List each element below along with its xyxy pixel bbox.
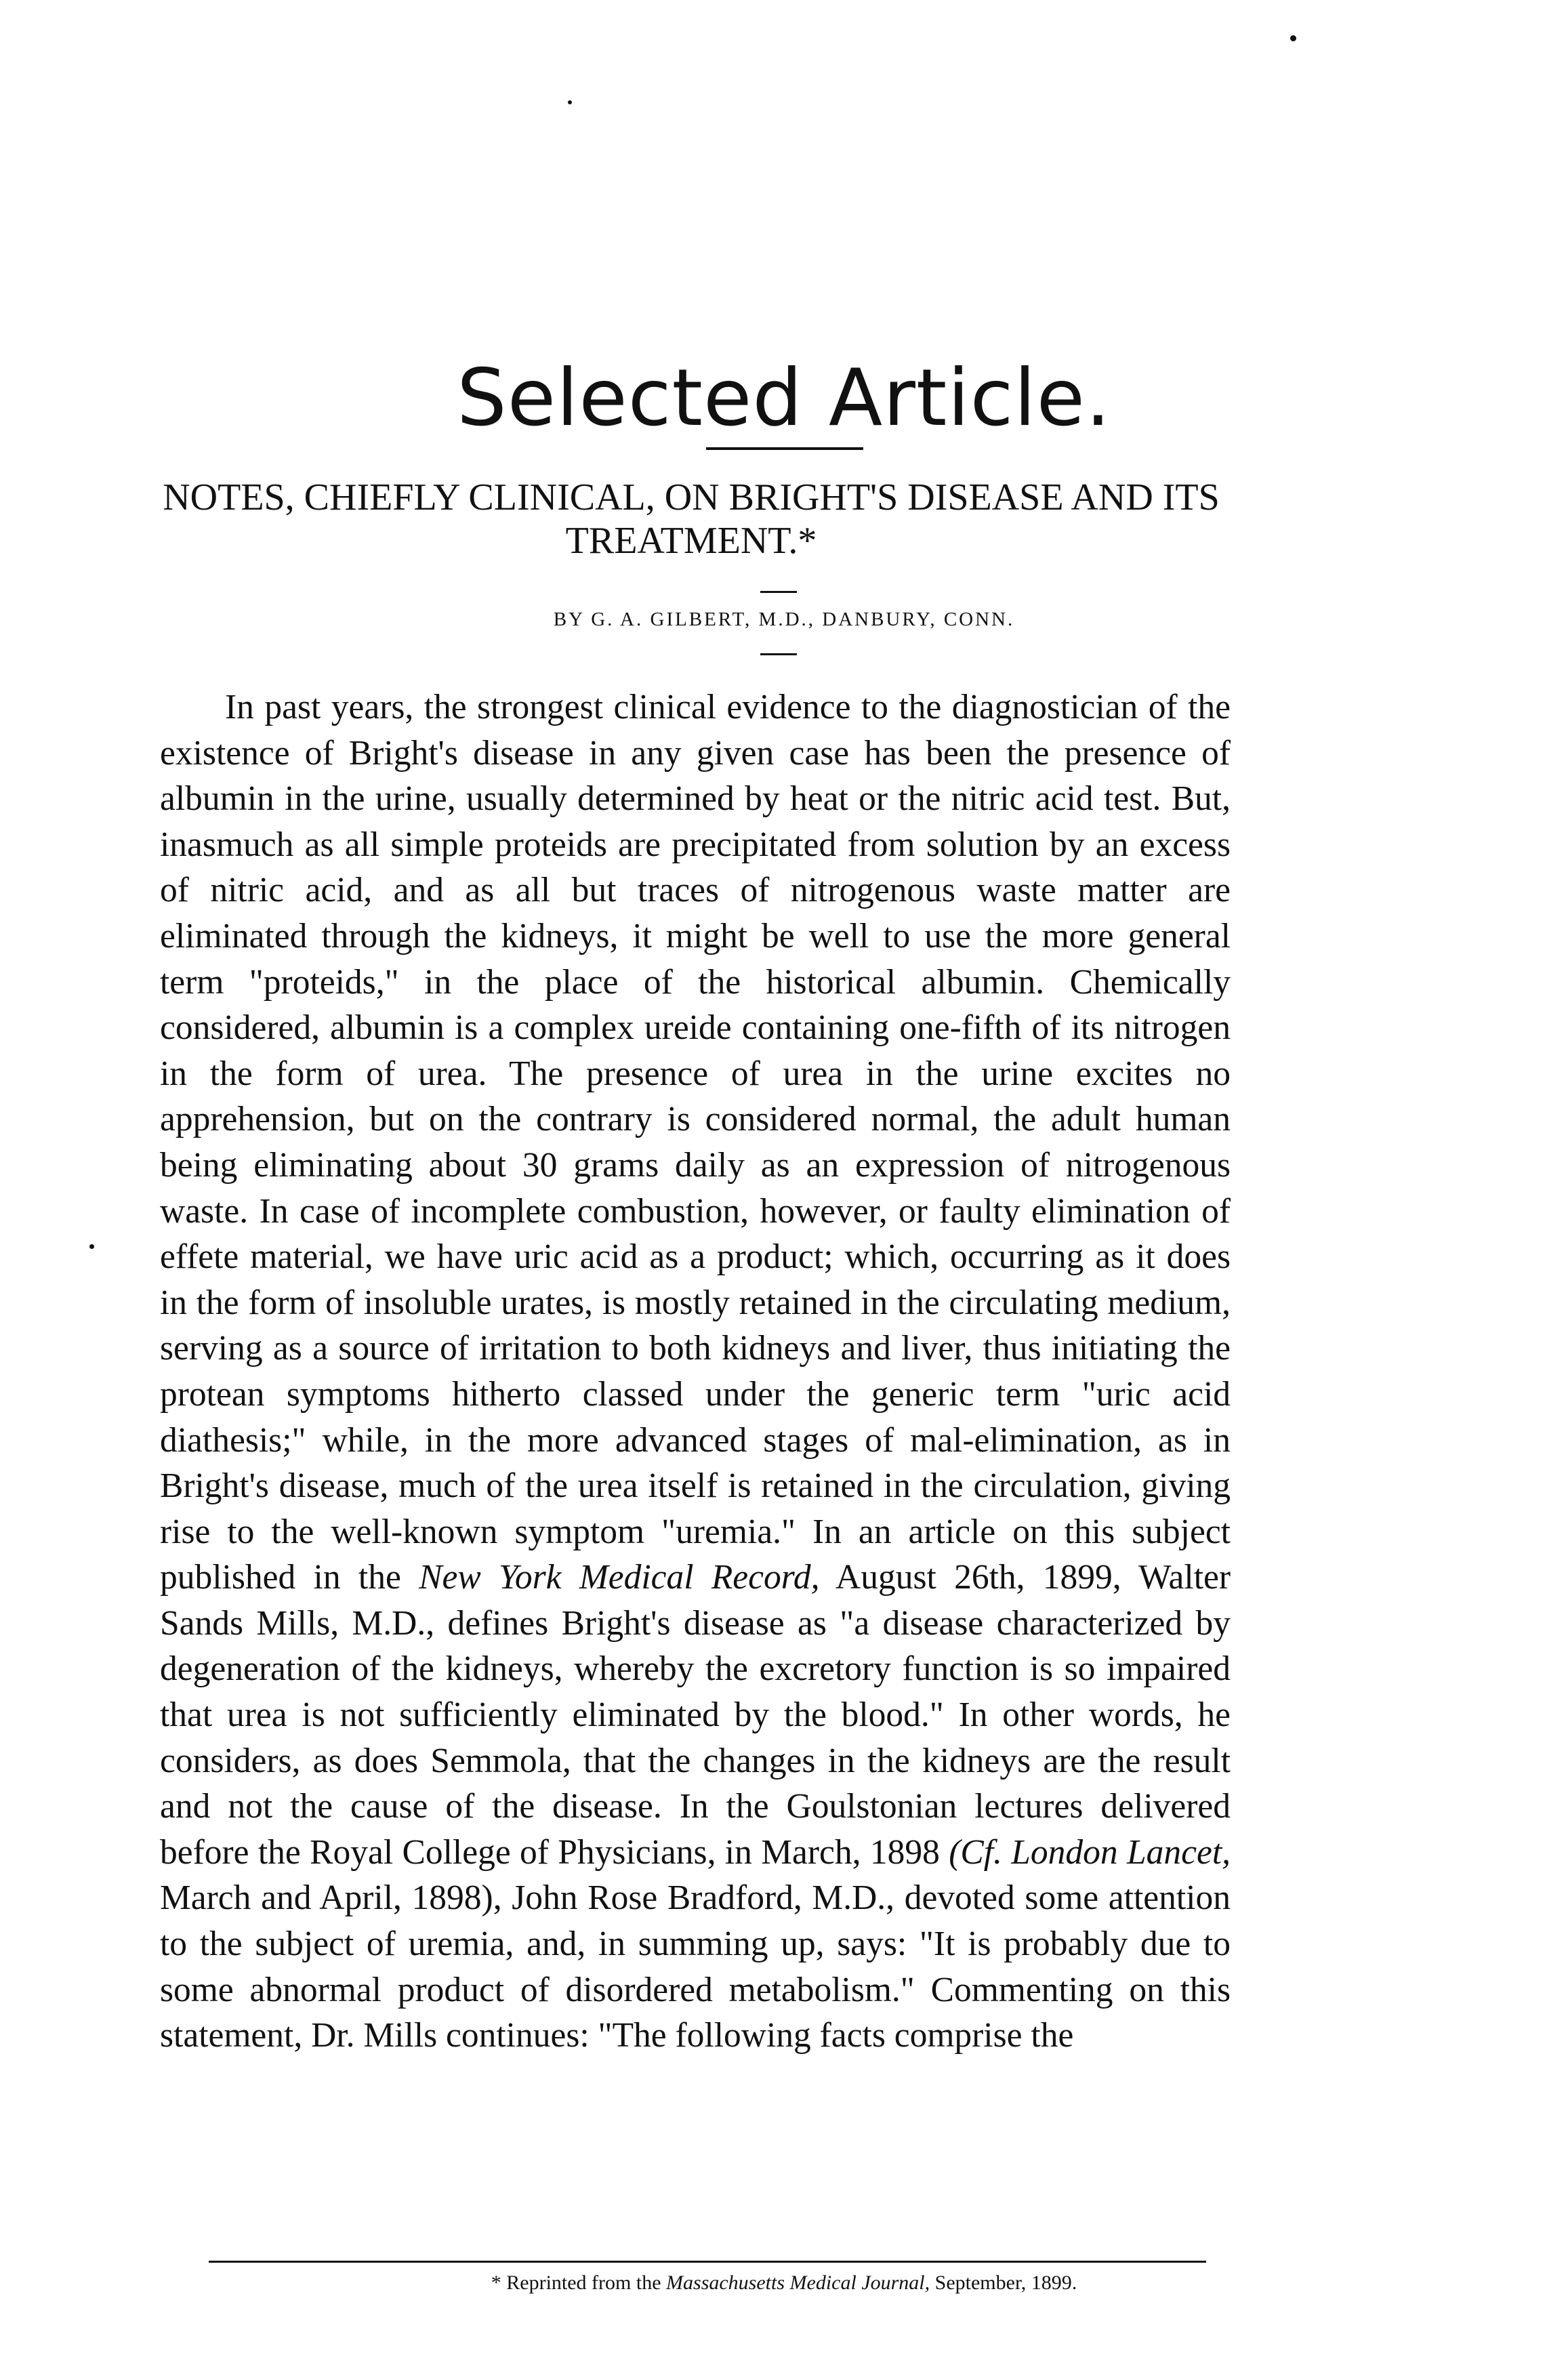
footnote-suffix: September, 1899. <box>930 2272 1077 2294</box>
author-byline: BY G. A. GILBERT, M.D., DANBURY, CONN. <box>553 609 1015 630</box>
byline-rule <box>760 653 797 655</box>
body-text-part: March and April, 1898), John Rose Bradford, M.D., devoted some attention to the subject of uremia, and, in summing up, says: "It is probably due to some abnormal product of disordered metabolism." Commenting on this statement, Dr. Mills continues: "The following facts comprise the <box>160 1878 1231 2055</box>
article-body <box>160 684 1231 2059</box>
page-speck <box>568 100 572 104</box>
page-speck <box>89 1244 94 1249</box>
section-heading: Selected Article. <box>457 352 1111 444</box>
footnote-rule <box>209 2261 1206 2263</box>
body-text-part: In past years, the strongest clinical evidence to the diagnostician of the existence of Bright's disease in any given case has been the presence of albumin in the urine, usually determined by heat or the nitric acid test. But, inasmuch as all simple proteids are precipitated from solution by an excess of nitric acid, and as all but traces of nitrogenous waste matter are eliminated through the kidneys, it might be well to use the more general term "proteids," in the place of the historical albumin. Chemically considered, albumin is a complex ureide containing one-fifth of its nitrogen in the form of urea. The presence of urea in the urine excites no apprehension, but on the contrary is considered normal, the adult human being eliminating about 30 grams daily as an expression of nitrogenous waste. In case of incomplete combustion, however, or faulty elimination of effete material, we have uric acid as a product; which, occurring as it does in the form of insoluble urates, is mostly retained in the circulating medium, serving as a source of irritation to both kidneys and liver, thus initiating the protean symptoms hitherto classed under the generic term "uric acid diathesis;" while, in the more advanced stages of mal-elimination, as in Bright's disease, much of the urea itself is retained in the circulation, giving rise to the well-known symptom "uremia." In an article on this subject published in the <box>160 688 1231 1597</box>
title-rule <box>760 591 797 593</box>
body-text-part: August 26th, 1899, Walter Sands Mills, M.D., defines Bright's disease as "a disease characterized by degeneration of the kidneys, whereby the excretory function is so impaired that urea is not sufficiently eliminated by the blood." In other words, he considers, as does Semmola, that the changes in the kidneys are the result and not the cause of the disease. In the Goulstonian lectures delivered before the Royal College of Physicians, in March, 1898 <box>160 1558 1231 1872</box>
heading-rule <box>706 447 863 450</box>
page-speck <box>1290 35 1296 41</box>
footnote-prefix: * Reprinted from the <box>491 2272 667 2294</box>
journal-citation: New York Medical Record, <box>419 1558 820 1597</box>
footnote <box>0 2272 1568 2295</box>
article-title: NOTES, CHIEFLY CLINICAL, ON BRIGHT'S DISEASE AND ITS TREATMENT.* <box>163 476 1220 562</box>
journal-citation: (Cf. London Lancet, <box>949 1832 1231 1872</box>
footnote-journal: Massachusetts Medical Journal, <box>666 2272 930 2294</box>
